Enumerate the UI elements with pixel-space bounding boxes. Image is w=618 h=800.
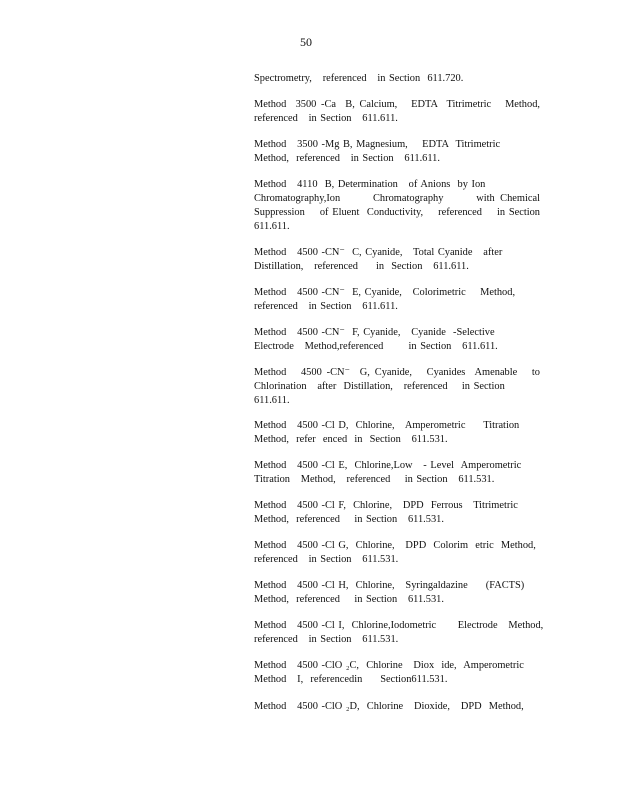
entry-line: Method 4500 -CN⁻ F, Cyanide, Cyanide -Selective	[254, 327, 495, 338]
entry-line: Method 4500 -Cl E, Chlorine,Low - Level Amperometric	[254, 460, 522, 471]
reference-entry-7	[254, 326, 540, 354]
entry-line: Method 4500 -ClO ₂D, Chlorine Dioxide, DPD Method,	[254, 701, 524, 712]
reference-entry-10	[254, 459, 540, 487]
entry-line: Spectrometry, referenced in Section 611.720.	[254, 73, 464, 84]
reference-entry-6	[254, 286, 540, 314]
reference-entry-4	[254, 178, 540, 234]
entry-line: Method 4500 -Cl D, Chlorine, Amperometric Titration	[254, 420, 520, 431]
entry-line: Titration Method, referenced in Section 611.531.	[254, 474, 495, 485]
entry-line: Method, referenced in Section 611.531.	[254, 594, 444, 605]
entry-line: Method 4110 B, Determination of Anions by Ion	[254, 179, 486, 190]
entry-line: Method 3500 -Ca B, Calcium, EDTA Titrimetric Method,	[254, 99, 540, 110]
entry-line: Method, referenced in Section 611.531.	[254, 514, 444, 525]
reference-entry-1	[254, 72, 540, 86]
entry-line: referenced in Section 611.531.	[254, 634, 399, 645]
reference-entry-12	[254, 539, 540, 567]
entry-line: Suppression of Eluent Conductivity, referenced in Section	[254, 207, 540, 218]
reference-entry-15	[254, 659, 540, 687]
entry-line: Method, refer enced in Section 611.531.	[254, 434, 448, 445]
entry-line: Method 3500 -Mg B, Magnesium, EDTA Titrimetric	[254, 139, 501, 150]
entry-line: Method 4500 -Cl G, Chlorine, DPD Colorim etric Method,	[254, 540, 536, 551]
entry-line: Distillation, referenced in Section 611.611.	[254, 261, 469, 272]
entry-line: Method 4500 -Cl F, Chlorine, DPD Ferrous Titrimetric	[254, 500, 518, 511]
entry-line: referenced in Section 611.611.	[254, 113, 398, 124]
reference-entry-14	[254, 619, 544, 647]
reference-entry-5	[254, 246, 540, 274]
reference-entry-9	[254, 419, 540, 447]
reference-entry-3	[254, 138, 540, 166]
entry-line: Method, referenced in Section 611.611.	[254, 153, 440, 164]
entry-line: Method 4500 -Cl I, Chlorine,Iodometric Electrode Method,	[254, 620, 544, 631]
page-number: 50	[300, 35, 312, 49]
entry-line: Method 4500 -CN⁻ C, Cyanide, Total Cyanide after	[254, 247, 503, 258]
entry-line: Chlorination after Distillation, referenced in Section	[254, 381, 505, 392]
reference-entry-2	[254, 98, 540, 126]
entry-line: 611.611.	[254, 221, 290, 232]
entry-line: 611.611.	[254, 395, 290, 406]
entry-line: Chromatography,Ion Chromatography with Chemical	[254, 193, 540, 204]
reference-entry-11	[254, 499, 540, 527]
entry-line: referenced in Section 611.611.	[254, 301, 398, 312]
entry-line: Method 4500 -ClO ₂C, Chlorine Diox ide, Amperometric	[254, 660, 524, 671]
entry-line: Method I, referencedin Section611.531.	[254, 674, 448, 685]
reference-entry-8	[254, 366, 540, 408]
entry-line: Method 4500 -CN⁻ E, Cyanide, Colorimetric Method,	[254, 287, 516, 298]
reference-entry-16	[254, 700, 540, 714]
entry-line: Method 4500 -CN⁻ G, Cyanide, Cyanides Amenable to	[254, 367, 540, 378]
reference-entry-13	[254, 579, 540, 607]
entry-line: Method 4500 -Cl H, Chlorine, Syringaldazine (FACTS)	[254, 580, 525, 591]
entry-line: Electrode Method,referenced in Section 611.611.	[254, 341, 498, 352]
entry-line: referenced in Section 611.531.	[254, 554, 399, 565]
